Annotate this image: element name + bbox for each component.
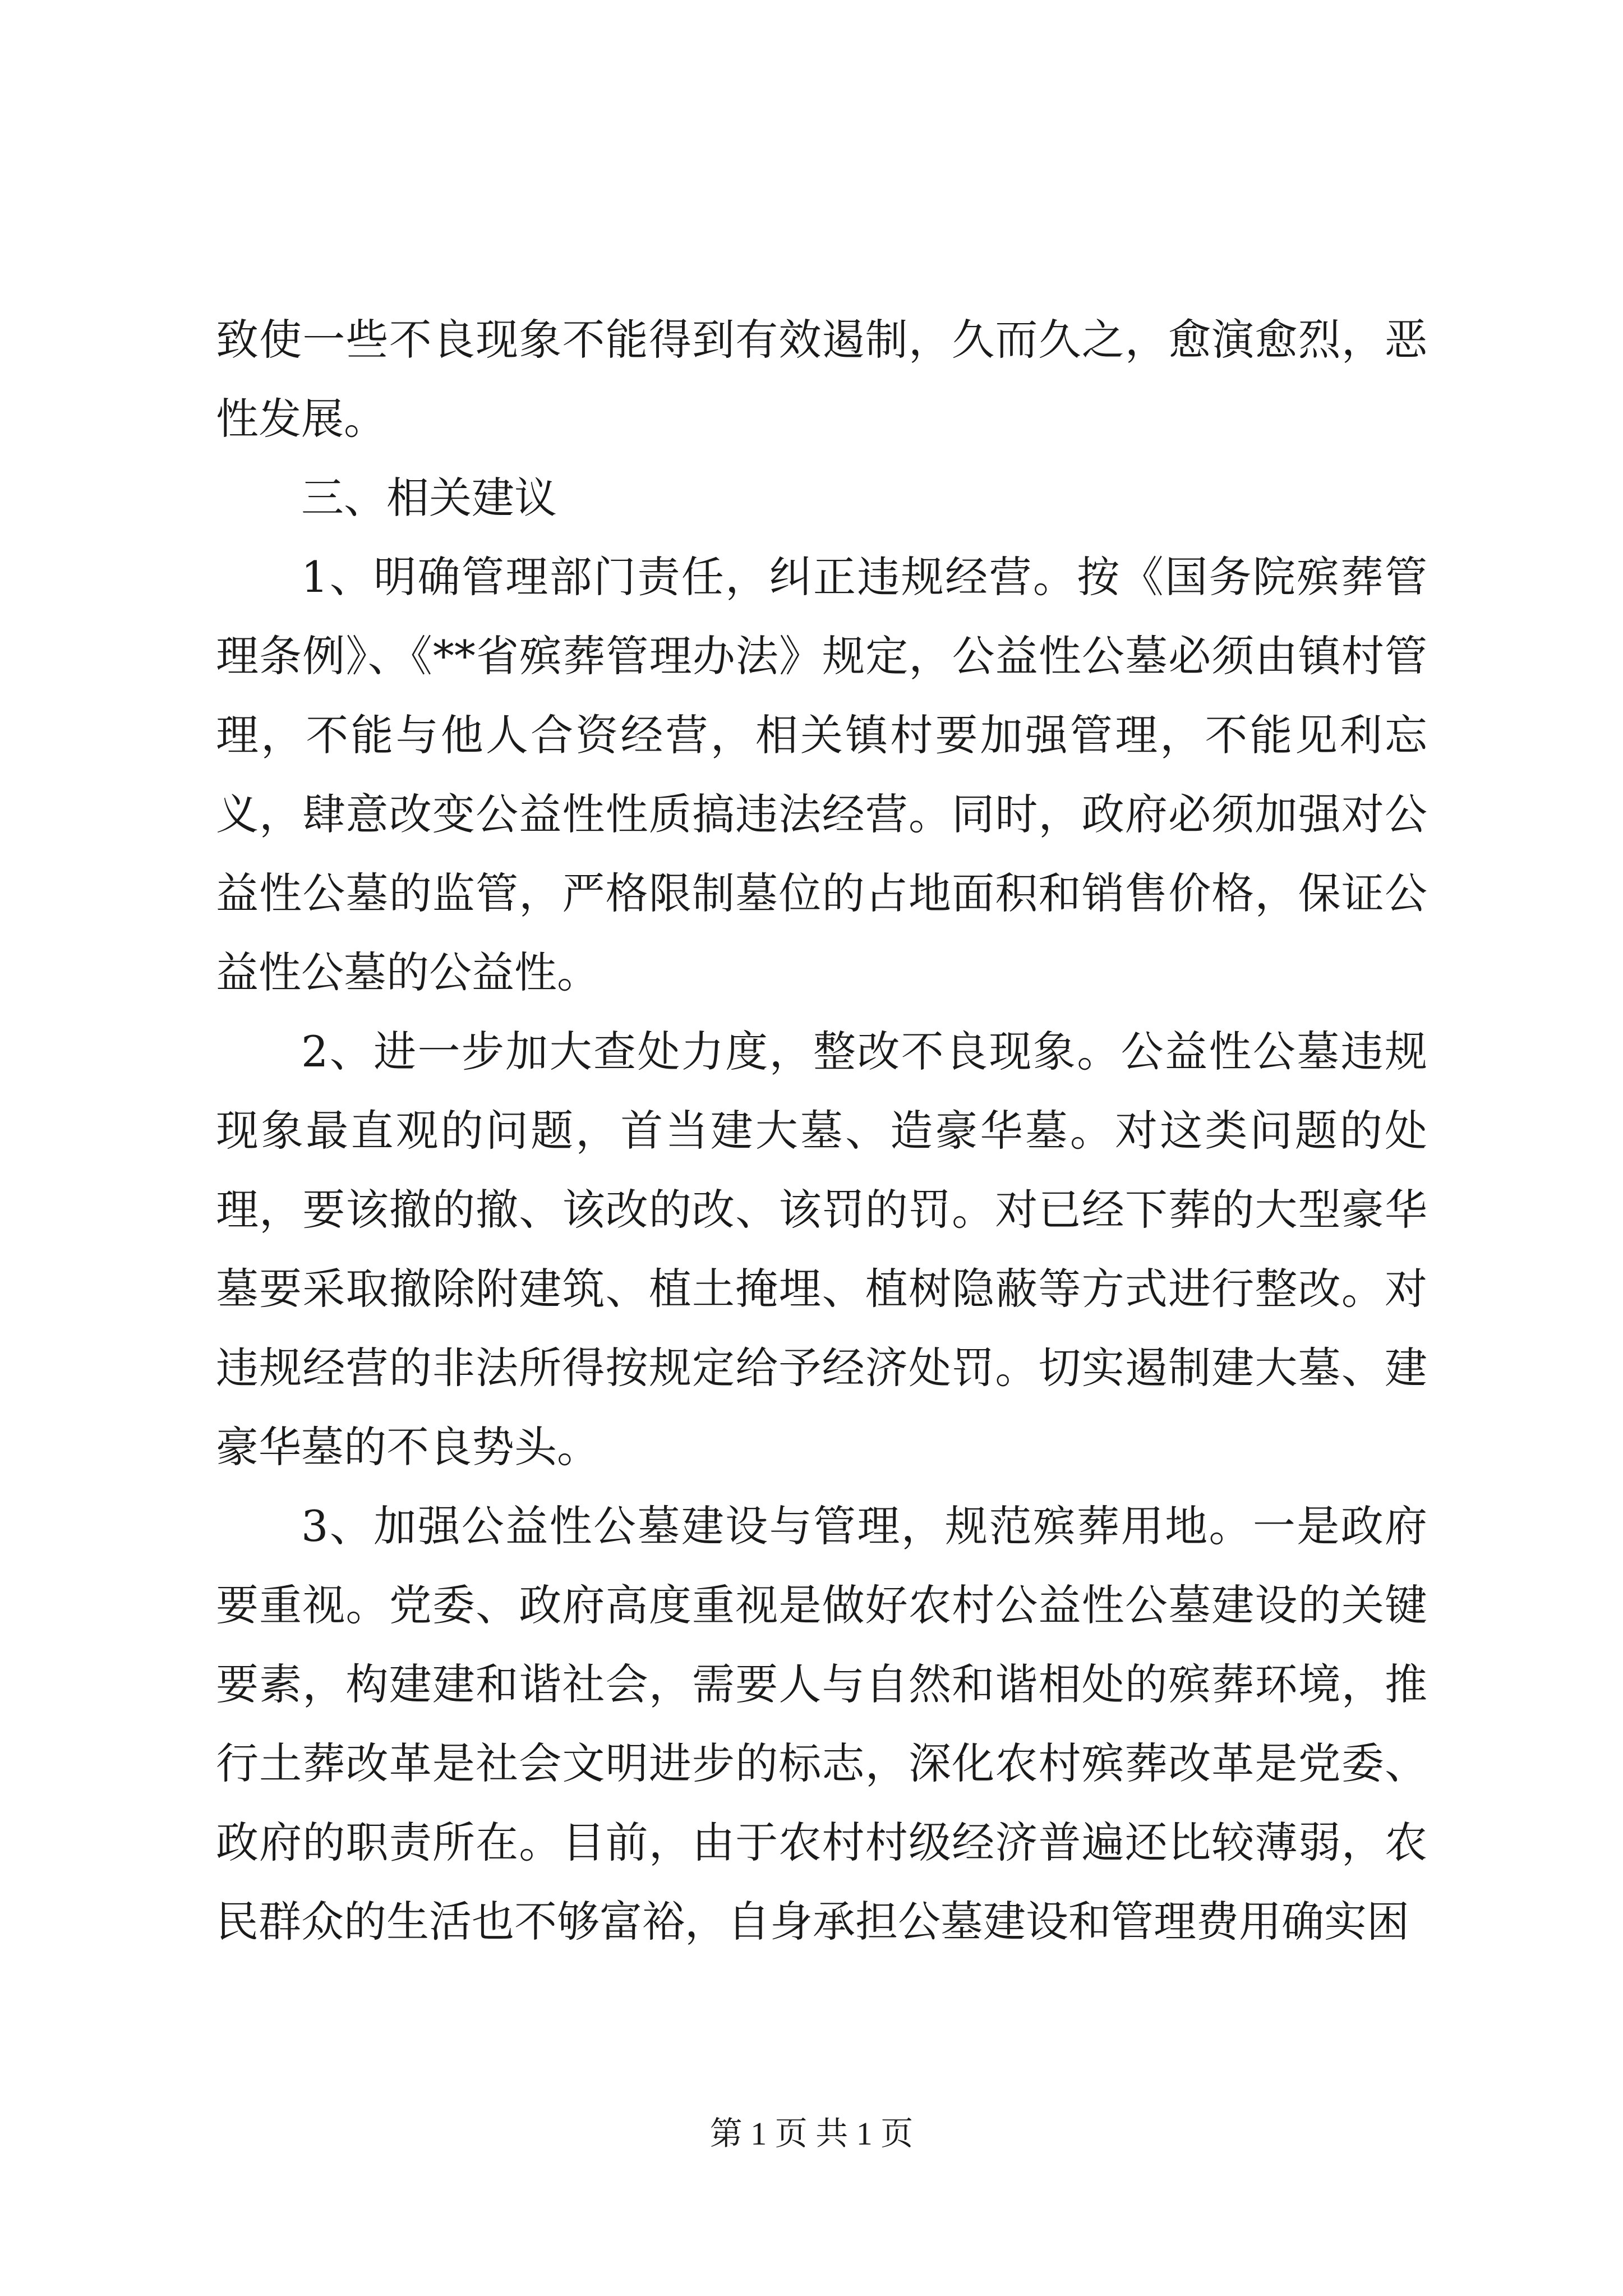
paragraph-suggestion-1: 1、明确管理部门责任，纠正违规经营。按《国务院殡葬管理条例》、《**省殡葬管理办法》规定，公益性公墓必须由镇村管理，不能与他人合资经营，相关镇村要加强管理，不能见利忘义，肆意改变公益性性质搞违法经营。同时，政府必须加强对公益性公墓的监管，严格限制墓位的占地面积和销售价格，保证公益性公墓的公益性。 — [216, 552, 1427, 997]
section-heading: 三、相关建议 — [301, 473, 557, 523]
paragraph-suggestion-2: 2、进一步加大查处力度，整改不良现象。公益性公墓违规现象最直观的问题，首当建大墓、造豪华墓。对这类问题的处理，要该撤的撤、该改的改、该罚的罚。对已经下葬的大型豪华墓要采取撤除附建筑、植土掩埋、植树隐蔽等方式进行整改。对违规经营的非法所得按规定给予经济处罚。切实遏制建大墓、建豪华墓的不良势头。 — [216, 1027, 1427, 1472]
page-footer: 第 1 页 共 1 页 — [709, 2115, 914, 2152]
paragraph-suggestion-3: 3、加强公益性公墓建设与管理，规范殡葬用地。一是政府要重视。党委、政府高度重视是做好农村公益性公墓建设的关键要素，构建建和谐社会，需要人与自然和谐相处的殡葬环境，推行土葬改革是社会文明进步的标志，深化农村殡葬改革是党委、政府的职责所在。目前，由于农村村级经济普遍还比较薄弱，农民群众的生活也不够富裕，自身承担公墓建设和管理费用确实困 — [216, 1501, 1427, 1947]
paragraph-1: 致使一些不良现象不能得到有效遏制，久而久之，愈演愈烈，恶性发展。 — [216, 315, 1427, 444]
document-body — [216, 300, 1427, 1961]
